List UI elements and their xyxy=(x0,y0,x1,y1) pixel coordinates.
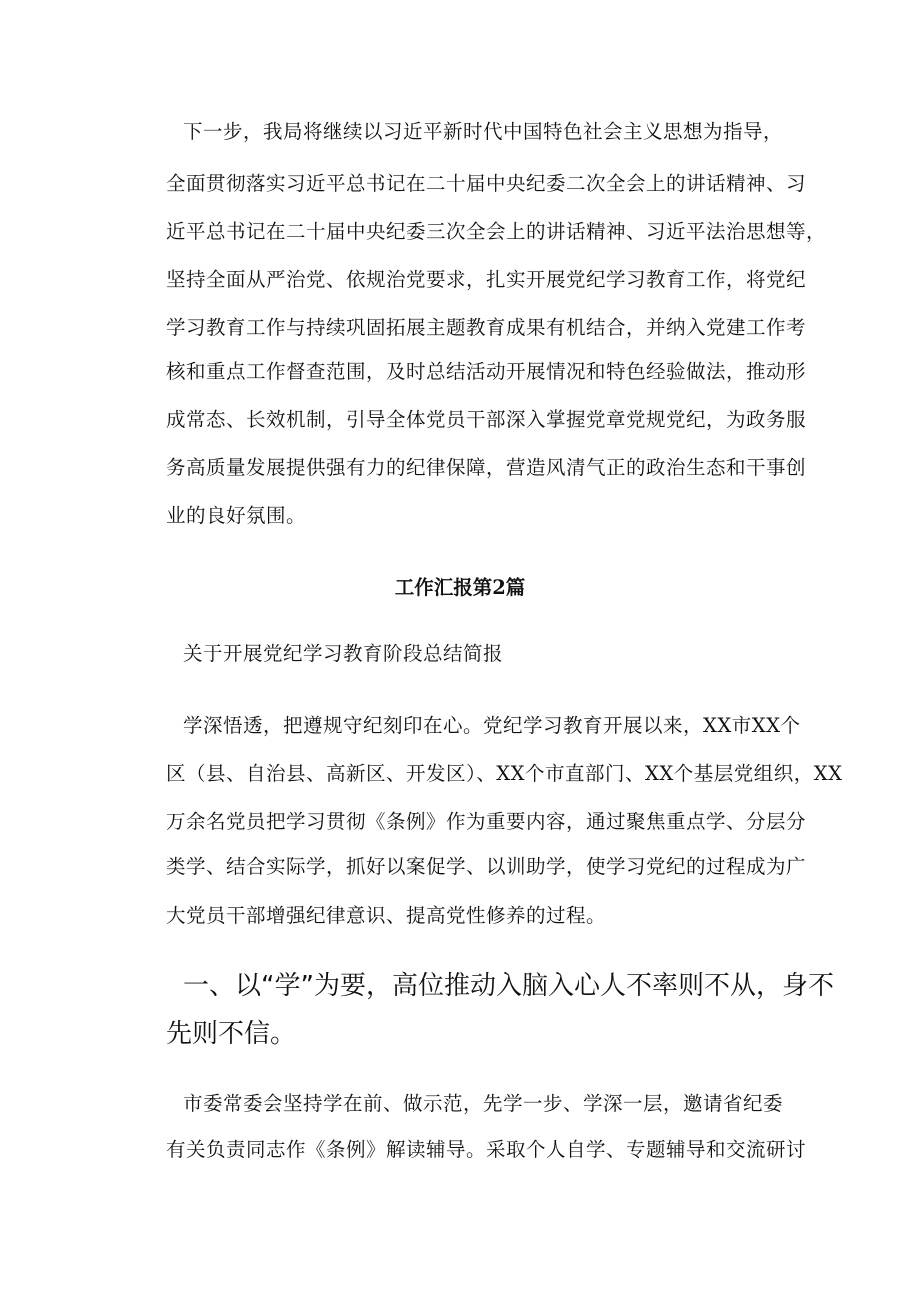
report-title: 工作汇报第2篇 xyxy=(394,576,526,599)
paragraph-line: 学习教育工作与持续巩固拓展主题教育成果有机结合，并纳入党建工作考 xyxy=(166,316,807,339)
paragraph-line: 近平总书记在二十届中央纪委三次全会上的讲话精神、习近平法治思想等， xyxy=(166,220,827,243)
paragraph-line: 大党员干部增强纪律意识、提高党性修养的过程。 xyxy=(166,904,607,927)
section-heading: 一、以“学”为要，高位推动入脑入心人不率则不从，身不 xyxy=(183,971,834,1001)
paragraph-line: 下一步，我局将继续以习近平新时代中国特色社会主义思想为指导， xyxy=(183,120,784,143)
paragraph-line: 成常态、长效机制，引导全体党员干部深入掌握党章党规党纪，为政务服 xyxy=(166,408,807,431)
paragraph-line: 市委常委会坚持学在前、做示范，先学一步、学深一层，邀请省纪委 xyxy=(183,1092,784,1115)
paragraph-line: 核和重点工作督查范围，及时总结活动开展情况和特色经验做法，推动形 xyxy=(166,360,807,383)
paragraph-line: 学深悟透，把遵规守纪刻印在心。党纪学习教育开展以来，XX市XX个 xyxy=(183,714,801,737)
paragraph-line: 万余名党员把学习贯彻《条例》作为重要内容，通过聚焦重点学、分层分 xyxy=(166,810,807,833)
paragraph-line: 坚持全面从严治党、依规治党要求，扎实开展党纪学习教育工作，将党纪 xyxy=(166,268,807,291)
paragraph-line: 全面贯彻落实习近平总书记在二十届中央纪委二次全会上的讲话精神、习 xyxy=(166,172,807,195)
paragraph-line: 务高质量发展提供强有力的纪律保障，营造风清气正的政治生态和干事创 xyxy=(166,456,807,479)
paragraph-line: 业的良好氛围。 xyxy=(166,504,307,527)
paragraph-line: 类学、结合实际学，抓好以案促学、以训助学，使学习党纪的过程成为广 xyxy=(166,855,807,878)
paragraph-line: 区（县、自治县、高新区、开发区）、XX个市直部门、XX个基层党组织，XX xyxy=(166,762,843,785)
section-heading: 先则不信。 xyxy=(166,1019,297,1049)
paragraph-line: 有关负责同志作《条例》解读辅导。采取个人自学、专题辅导和交流研讨 xyxy=(166,1138,807,1161)
report-subtitle: 关于开展党纪学习教育阶段总结简报 xyxy=(183,642,504,665)
